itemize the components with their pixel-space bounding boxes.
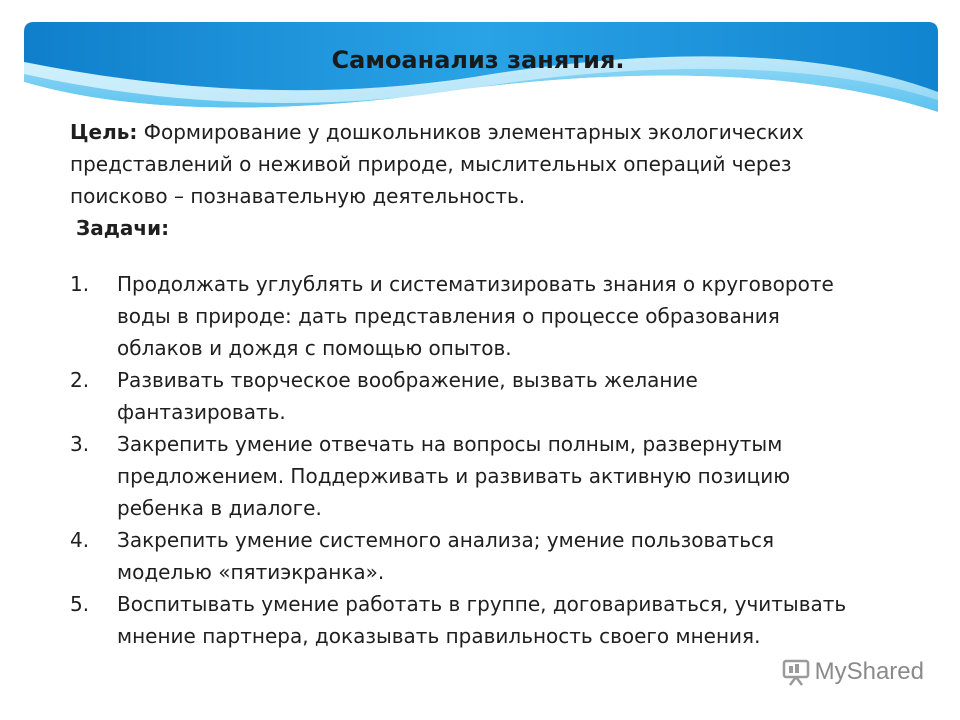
watermark bbox=[781, 657, 924, 687]
slide-content bbox=[70, 116, 870, 652]
task-text: Развивать творческое воображение, вызвать желание фантазировать. bbox=[117, 368, 698, 424]
slide-title: Самоанализ занятия. bbox=[331, 46, 625, 74]
goal-paragraph bbox=[70, 116, 870, 212]
goal-text: Формирование у дошкольников элементарных экологических представлений о неживой природе, мыслительных операций через поисково – познавательную деятельность. bbox=[70, 120, 804, 208]
watermark-text: MyShared bbox=[814, 658, 924, 685]
task-item bbox=[70, 364, 870, 428]
tasks-heading: Задачи: bbox=[76, 216, 170, 240]
task-text: Закрепить умение системного анализа; умение пользоваться моделью «пятиэкранка». bbox=[117, 528, 775, 584]
task-text: Закрепить умение отвечать на вопросы полным, развернутым предложением. Поддерживать и развивать активную позицию ребенка в диалоге. bbox=[117, 432, 791, 520]
task-number: 5. bbox=[70, 592, 90, 616]
task-item bbox=[70, 588, 870, 652]
task-item bbox=[70, 268, 870, 364]
task-item bbox=[70, 524, 870, 588]
presentation-icon bbox=[781, 657, 811, 687]
task-text: Продолжать углублять и систематизировать знания о круговороте воды в природе: дать представления о процессе образования облаков и дождя с помощью опытов. bbox=[117, 272, 834, 360]
task-number: 3. bbox=[70, 432, 90, 456]
task-number: 2. bbox=[70, 368, 90, 392]
goal-label: Цель: bbox=[70, 120, 138, 144]
task-text: Воспитывать умение работать в группе, договариваться, учитывать мнение партнера, доказывать правильность своего мнения. bbox=[117, 592, 847, 648]
tasks-list bbox=[70, 268, 870, 652]
task-number: 4. bbox=[70, 528, 90, 552]
task-item bbox=[70, 428, 870, 524]
task-number: 1. bbox=[70, 272, 90, 296]
